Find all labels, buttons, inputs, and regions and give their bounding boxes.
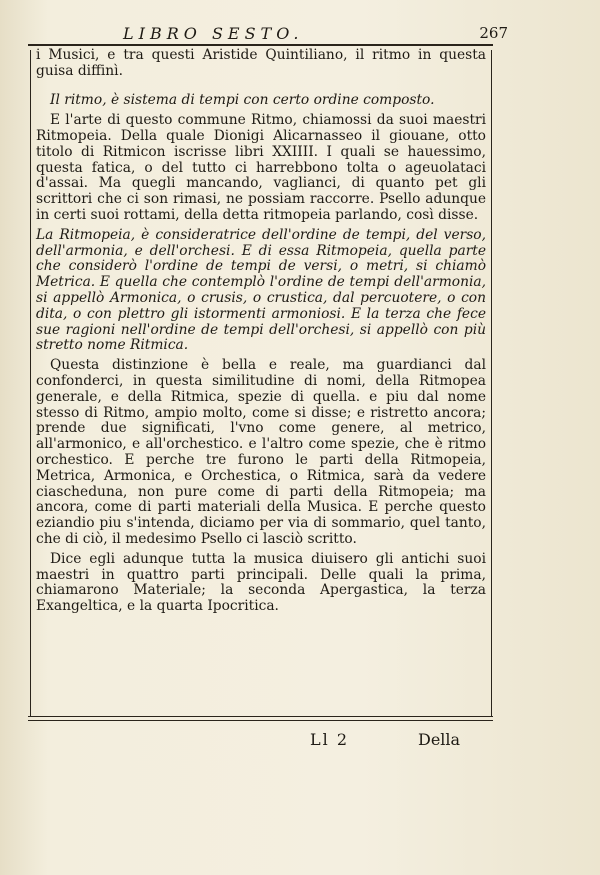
paragraph-ritmopeia: E l'arte di questo commune Ritmo, chiamossi da suoi maestri Ritmopeia. Della quale Dionigi Alicarnasseo il giouane, otto titolo di Ritmicon iscrisse libri XXIIII. I quali se hauessimo, questa fatica, o del tutto ci harrebbono tolta o ageuolataci d'assai. Ma quegli mancando, vaglianci, di quanto pet gli scrittori che ci son rimasi, ne possiam raccorre. Psello adunque in certi suoi rottami, della detta ritmopeia parlando, così disse. <box>36 112 486 223</box>
psello-quotation: La Ritmopeia, è consideratrice dell'ordine de tempi, del verso, dell'armonia, e dell'orchesi. E di essa Ritmopeia, quella parte che considerò l'ordine de tempi de versi, o metri, si chiamò Metrica. E quella che contemplò l'ordine de tempi dell'armonia, si appellò Armonica, o crusis, o crustica, dal percuotere, o con dita, o con plettro gli istormenti armoniosi. E la terza che fece sue ragioni nell'ordine de tempi dell'orchesi, si appellò con più stretto nome Ritmica. <box>36 226 486 354</box>
paragraph-four-parts: Dice egli adunque tutta la musica diuisero gli antichi suoi maestri in quattro parti principali. Delle quali la prima, chiamarono Materiale; la seconda Apergastica, la terza Exangeltica, e la quarta Ipocritica. <box>36 550 486 615</box>
signature-mark: Ll 2 <box>310 730 350 749</box>
catchword: Della <box>418 730 461 749</box>
running-title: LIBRO SESTO. <box>123 24 304 43</box>
paragraph-continuation: i Musici, e tra questi Aristide Quintiliano, il ritmo in questa guisa diffinì. <box>36 47 486 79</box>
text-block <box>36 48 486 619</box>
page-number: 267 <box>479 24 508 42</box>
paragraph-distinction: Questa distinzione è bella e reale, ma guardianci dal confonderci, in questa similitudine di nomi, della Ritmopea generale, e della Ritmica, spezie di quella. e piu dal nome stesso di Ritmo, ampio molto, come si disse; e ristretto ancora; prende due significati, l'vno come genere, al metrico, all'armonico, e all'orchestico. e l'altro come spezie, che è ritmo orchestico. E perche tre furono le parti della Ritmopeia, Metrica, Armonica, e Orchestica, o Ritmica, sarà da vedere ciascheduna, non pure come di parti della Ritmopeia; ma ancora, come di parti materiali della Musica. E perche questo eziandio piu s'intenda, diciamo per via di sommario, quel tanto, che di ciò, il medesimo Psello ci lasciò scritto. <box>36 357 486 547</box>
rhythm-definition: Il ritmo, è sistema di tempi con certo ordine composto. <box>50 92 435 109</box>
bottom-rule-inner <box>28 720 493 721</box>
bottom-rule <box>28 716 493 717</box>
page-header <box>28 22 508 46</box>
top-rule <box>28 44 493 46</box>
